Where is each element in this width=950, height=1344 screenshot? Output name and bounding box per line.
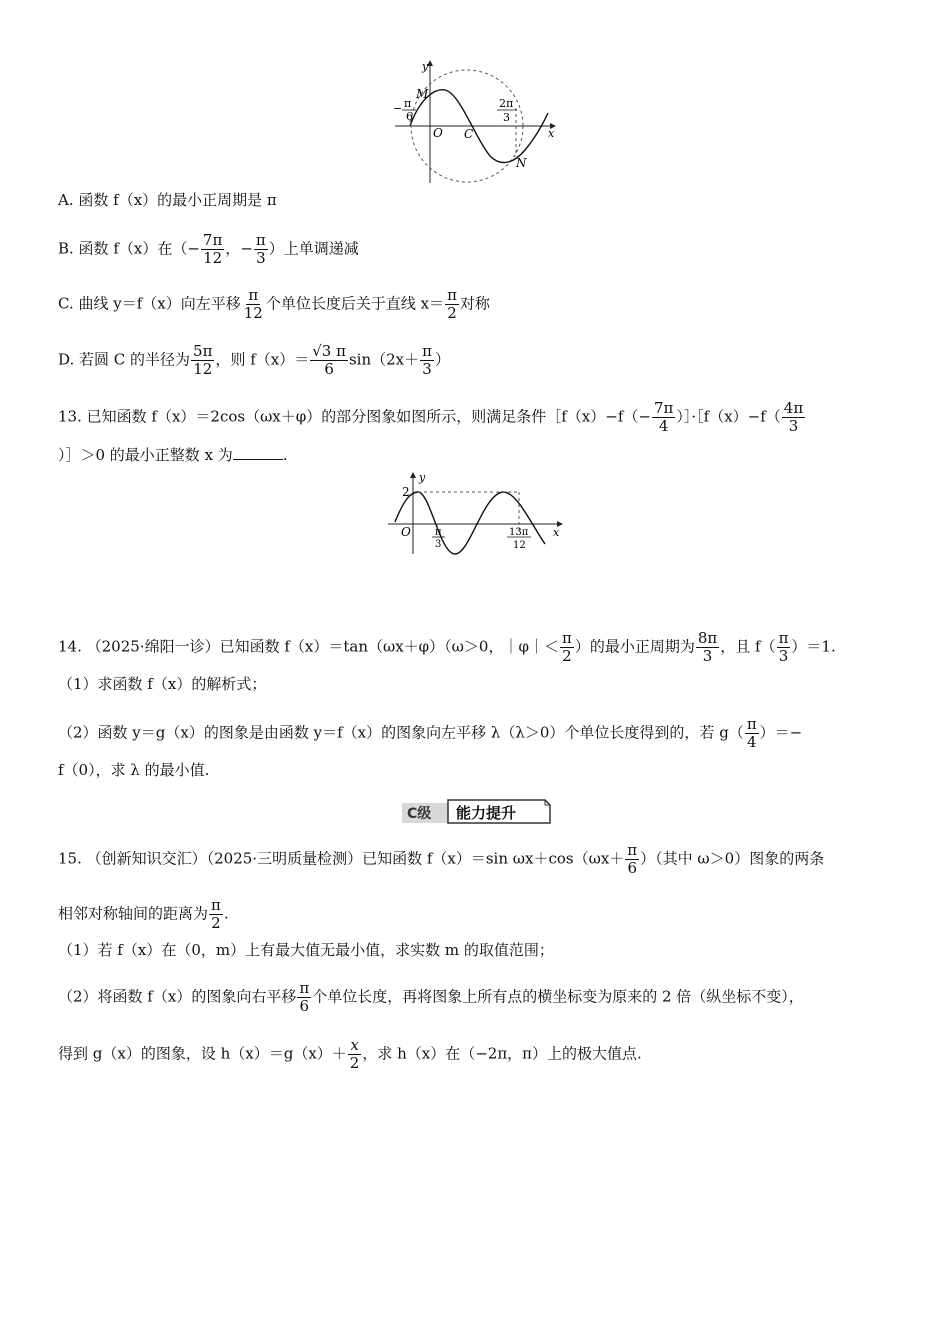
frac-num: π [422,342,432,360]
fraction [696,630,719,665]
fig2-y-label: y [419,472,426,484]
figure-1-graph [390,58,560,188]
fraction [254,232,268,267]
level-banner [400,797,555,827]
fig1-left-den: 6 [406,110,413,123]
question-14-part2-line2 [58,759,209,781]
frac-num: π [746,715,757,733]
frac-den: 12 [203,249,223,267]
frac-num: π [248,286,259,304]
option-d [58,343,450,378]
fig1-m-label: M [416,87,429,101]
fig1-x-label: x [548,127,555,140]
q13-line2-pre: ）］＞0 的最小正整数 x 为 [58,446,233,464]
option-c-mid: 个单位长度后关于直线 x＝ [265,294,445,313]
fig1-right-num: 2π [499,97,514,110]
fraction [191,343,214,378]
q15-post: ）（其中 ω＞0）图象的两条 [640,849,825,868]
fig1-y-label: y [422,60,429,73]
fig2-2-label: 2 [402,485,410,499]
frac-den: 6 [627,859,637,877]
q13-pre: 13. 已知函数 f（x）＝2cos（ωx＋φ）的部分图象如图所示，则满足条件［f（x）−f（− [58,407,651,426]
fig2-tick2-den: 12 [513,540,526,551]
q14-p2-pre: （2）函数 y＝g（x）的图象是由函数 y＝f（x）的图象向左平移 λ（λ＞0）个单位长度得到的，若 g（ [58,723,744,742]
option-c [58,287,490,322]
option-b-mid: ，− [225,239,253,258]
fraction [782,400,805,435]
option-b [58,232,359,267]
question-15-line2 [58,897,229,932]
frac-num: π [211,896,221,914]
frac-den: 3 [702,647,713,665]
frac-den: 12 [243,304,263,322]
option-d-post1: sin（2x＋ [348,350,420,369]
fraction [348,1037,362,1072]
q15-p3-post: ，求 h（x）在（−2π，π）上的极大值点. [362,1044,642,1063]
question-15-line1 [58,842,824,877]
question-15-part2 [58,980,804,1015]
frac-num: 4π [783,399,804,417]
q14-mid: ）的最小正周期为 [574,637,695,656]
frac-den: 2 [447,304,457,322]
option-c-pre: C. 曲线 y＝f（x）向左平移 [58,294,241,313]
question-13-line1 [58,400,806,435]
q15-line2-post: . [223,904,229,923]
q14-mid2: ，且 f（ [720,637,776,656]
answer-blank[interactable] [233,443,283,460]
fraction [777,630,791,665]
q15-p2-post: 个单位长度，再将图象上所有点的横坐标变为原来的 2 倍（纵坐标不变）， [312,987,804,1006]
q15-p3-pre: 得到 g（x）的图象，设 h（x）＝g（x）＋ [58,1044,347,1063]
fig1-c-label: C [464,127,474,141]
frac-num: π [447,286,457,304]
frac-den: 3 [778,647,789,665]
fraction [310,343,348,378]
frac-num: π [299,979,310,997]
frac-den: 6 [324,360,334,378]
question-13-line2 [58,443,288,466]
fraction [420,343,434,378]
q13-mid: ）］·［f（x）−f（ [676,407,781,426]
frac-den: 12 [193,360,213,378]
frac-num: π [778,629,789,647]
frac-num: π [627,841,638,859]
fraction [560,630,574,665]
option-d-pre: D. 若圆 C 的半径为 [58,350,191,369]
option-b-pre: B. 函数 f（x）在（− [58,239,200,258]
option-a-text: A. 函数 f（x）的最小正周期是 π [58,191,277,209]
frac-num: 7π [202,231,223,249]
q14-post: ）＝1. [791,637,836,656]
fig1-o-label: O [433,126,443,140]
frac-den: 4 [658,417,669,435]
q15-line2-pre: 相邻对称轴间的距离为 [58,904,209,923]
option-b-post: ）上单调递减 [268,239,359,258]
fraction [625,842,639,877]
option-c-post: 对称 [459,294,490,313]
frac-den: 6 [299,997,310,1015]
question-15-part2-line2 [58,1037,642,1072]
frac-den: 4 [746,733,757,751]
question-15-part1 [58,939,554,961]
question-14-part2 [58,716,802,751]
q13-line2-post: . [282,446,288,464]
frac-den: 2 [562,647,572,665]
frac-num: 7π [653,399,674,417]
q15-pre: 15. （创新知识交汇）（2025·三明质量检测）已知函数 f（x）＝sin ωx＋cos（ωx＋ [58,849,625,868]
frac-num: x [350,1036,359,1054]
fig2-tick1-den: 3 [435,539,442,550]
banner-title: 能力提升 [456,804,517,822]
frac-num: 5π [193,342,213,360]
fig2-tick1-num: π [435,527,442,538]
fig2-tick2-num: 13π [509,527,529,538]
frac-den: 2 [211,914,221,932]
q14-part1-text: （1）求函数 f（x）的解析式； [58,675,267,693]
fig2-o-label: O [401,525,411,539]
frac-den: 3 [256,249,266,267]
question-14-part1 [58,673,266,695]
fraction [445,287,459,322]
question-14-line1 [58,630,836,665]
fraction [652,400,675,435]
figure-2-graph [385,472,565,557]
q15-part1-text: （1）若 f（x）在（0，m）上有最大值无最小值，求实数 m 的取值范围； [58,941,554,959]
option-a [58,189,277,211]
q14-pre: 14. （2025·绵阳一诊）已知函数 f（x）＝tan（ωx＋φ）（ω＞0，｜φ｜＜ [58,637,559,656]
fig2-x-label: x [553,526,560,539]
q14-p2-line2-text: f（0），求 λ 的最小值. [58,761,210,779]
fig1-left-num: π [404,97,412,110]
fig1-n-label: N [516,156,527,170]
frac-num: √3 π [312,342,346,360]
option-d-mid: ，则 f（x）＝ [215,350,310,369]
fraction [209,897,223,932]
fraction [242,287,265,322]
q15-p2-pre: （2）将函数 f（x）的图象向右平移 [58,987,297,1006]
frac-den: 2 [349,1054,360,1072]
fraction [297,980,311,1015]
frac-num: 8π [697,629,718,647]
fraction [745,716,759,751]
fraction [201,232,224,267]
frac-num: π [561,629,572,647]
frac-den: 3 [422,360,432,378]
q14-p2-post: ）＝− [759,723,803,742]
option-d-post2: ） [435,350,451,369]
fig1-left-sign: − [393,102,403,115]
banner-level: C级 [407,806,432,822]
fig1-right-den: 3 [503,111,510,124]
frac-den: 3 [788,417,799,435]
frac-num: π [255,231,266,249]
